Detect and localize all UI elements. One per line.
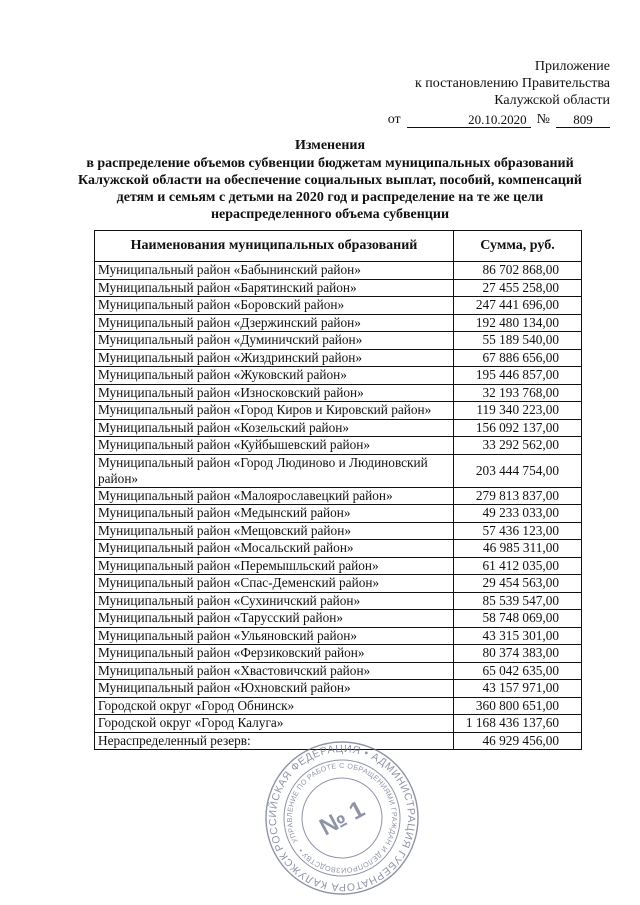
table-row [95, 349, 582, 367]
row-amount: 192 480 134,00 [454, 314, 582, 332]
table-row [95, 610, 582, 628]
row-name: Муниципальный район «Сухиничский район» [95, 592, 454, 610]
row-name: Городской округ «Город Обнинск» [95, 697, 454, 715]
row-name: Муниципальный район «Куйбышевский район» [95, 437, 454, 455]
table-row [95, 384, 582, 402]
row-amount: 67 886 656,00 [454, 349, 582, 367]
row-name: Муниципальный район «Жиздринский район» [95, 349, 454, 367]
row-name: Муниципальный район «Город Киров и Кировский район» [95, 402, 454, 420]
row-amount: 43 157 971,00 [454, 680, 582, 698]
row-name: Муниципальный район «Козельский район» [95, 419, 454, 437]
stamp-inner-text: УПРАВЛЕНИЕ ПО РАБОТЕ С ОБРАЩЕНИЯМИ ГРАЖДАН И ДЕЛОПРОИЗВОДСТВУ • [284, 760, 400, 876]
row-amount: 279 813 837,00 [454, 487, 582, 505]
row-amount: 360 800 651,00 [454, 697, 582, 715]
row-name: Муниципальный район «Юхновский район» [95, 680, 454, 698]
table-row [95, 402, 582, 420]
row-amount: 58 748 069,00 [454, 610, 582, 628]
row-amount: 29 454 563,00 [454, 575, 582, 593]
table-row [95, 454, 582, 487]
row-amount: 33 292 562,00 [454, 437, 582, 455]
stamp-outer-text: РОССИЙСКАЯ ФЕДЕРАЦИЯ • АДМИНИСТРАЦИЯ ГУБЕРНАТОРА КАЛУЖСКОЙ [266, 742, 418, 894]
row-amount: 1 168 436 137,60 [454, 715, 582, 733]
row-amount: 119 340 223,00 [454, 402, 582, 420]
row-amount: 49 233 033,00 [454, 505, 582, 523]
row-name: Муниципальный район «Перемышльский район» [95, 557, 454, 575]
appendix-line-2: к постановлению Правительства [414, 76, 610, 91]
row-name: Муниципальный район «Боровский район» [95, 297, 454, 315]
table-row [95, 262, 582, 280]
row-amount: 85 539 547,00 [454, 592, 582, 610]
row-amount: 65 042 635,00 [454, 662, 582, 680]
row-amount: 57 436 123,00 [454, 522, 582, 540]
row-name: Муниципальный район «Мещовский район» [95, 522, 454, 540]
table-row [95, 680, 582, 698]
row-amount: 46 929 456,00 [454, 732, 582, 750]
table-row [95, 627, 582, 645]
table-row [95, 297, 582, 315]
row-amount: 80 374 383,00 [454, 645, 582, 663]
from-label: от [387, 112, 401, 127]
row-amount: 27 455 258,00 [454, 279, 582, 297]
subsidy-table [94, 230, 582, 750]
table-row [95, 314, 582, 332]
row-name: Муниципальный район «Жуковский район» [95, 367, 454, 385]
row-name: Муниципальный район «Малоярославецкий район» [95, 487, 454, 505]
row-amount: 43 315 301,00 [454, 627, 582, 645]
row-name: Муниципальный район «Медынский район» [95, 505, 454, 523]
table-row [95, 487, 582, 505]
table-row [95, 592, 582, 610]
appendix-line-3: Калужской области [494, 93, 610, 108]
table-row [95, 557, 582, 575]
table-row [95, 437, 582, 455]
table-row [95, 522, 582, 540]
row-name: Муниципальный район «Мосальский район» [95, 540, 454, 558]
table-row [95, 645, 582, 663]
row-name: Муниципальный район «Ульяновский район» [95, 627, 454, 645]
row-name: Муниципальный район «Город Людиново и Людиновский район» [95, 454, 454, 487]
table-row [95, 332, 582, 350]
header-name: Наименования муниципальных образований [95, 231, 454, 262]
title-sub: в распределение объемов субвенции бюджетам муниципальных образований Калужской области на обеспечение социальных выплат, пособий, компенсаций детям и семьям с детьми на 2020 год и распределение на те же цели нераспределенного объема субвенции [78, 156, 582, 222]
document-title [60, 137, 600, 223]
table-row [95, 419, 582, 437]
row-name: Городской округ «Город Калуга» [95, 715, 454, 733]
decree-number: 809 [556, 113, 610, 128]
row-name: Муниципальный район «Износковский район» [95, 384, 454, 402]
row-name: Муниципальный район «Думиничский район» [95, 332, 454, 350]
table-row [95, 505, 582, 523]
row-name: Нераспределенный резерв: [95, 732, 454, 750]
row-amount: 86 702 868,00 [454, 262, 582, 280]
seal-stamp [262, 738, 422, 898]
row-name: Муниципальный район «Тарусский район» [95, 610, 454, 628]
row-amount: 247 441 696,00 [454, 297, 582, 315]
stamp-number: № 1 [315, 795, 370, 842]
table-row [95, 575, 582, 593]
row-amount: 156 092 137,00 [454, 419, 582, 437]
decree-date: 20.10.2020 [407, 113, 531, 128]
header-amount: Сумма, руб. [454, 231, 582, 262]
table-header-row [95, 231, 582, 262]
row-name: Муниципальный район «Бабынинский район» [95, 262, 454, 280]
row-amount: 46 985 311,00 [454, 540, 582, 558]
row-amount: 32 193 768,00 [454, 384, 582, 402]
table-row [95, 697, 582, 715]
table-row [95, 279, 582, 297]
row-name: Муниципальный район «Спас-Деменский район» [95, 575, 454, 593]
title-main: Изменения [294, 138, 366, 153]
table-row [95, 540, 582, 558]
row-name: Муниципальный район «Ферзиковский район» [95, 645, 454, 663]
row-name: Муниципальный район «Хвастовичский район» [95, 662, 454, 680]
row-amount: 195 446 857,00 [454, 367, 582, 385]
decree-date-number [350, 111, 610, 128]
row-amount: 61 412 035,00 [454, 557, 582, 575]
row-amount: 55 189 540,00 [454, 332, 582, 350]
table-row [95, 367, 582, 385]
row-name: Муниципальный район «Дзержинский район» [95, 314, 454, 332]
table-row [95, 662, 582, 680]
row-amount: 203 444 754,00 [454, 454, 582, 487]
appendix-line-1: Приложение [534, 59, 610, 74]
row-name: Муниципальный район «Барятинский район» [95, 279, 454, 297]
appendix-block [350, 58, 610, 128]
number-label: № [536, 112, 550, 127]
table-row [95, 715, 582, 733]
